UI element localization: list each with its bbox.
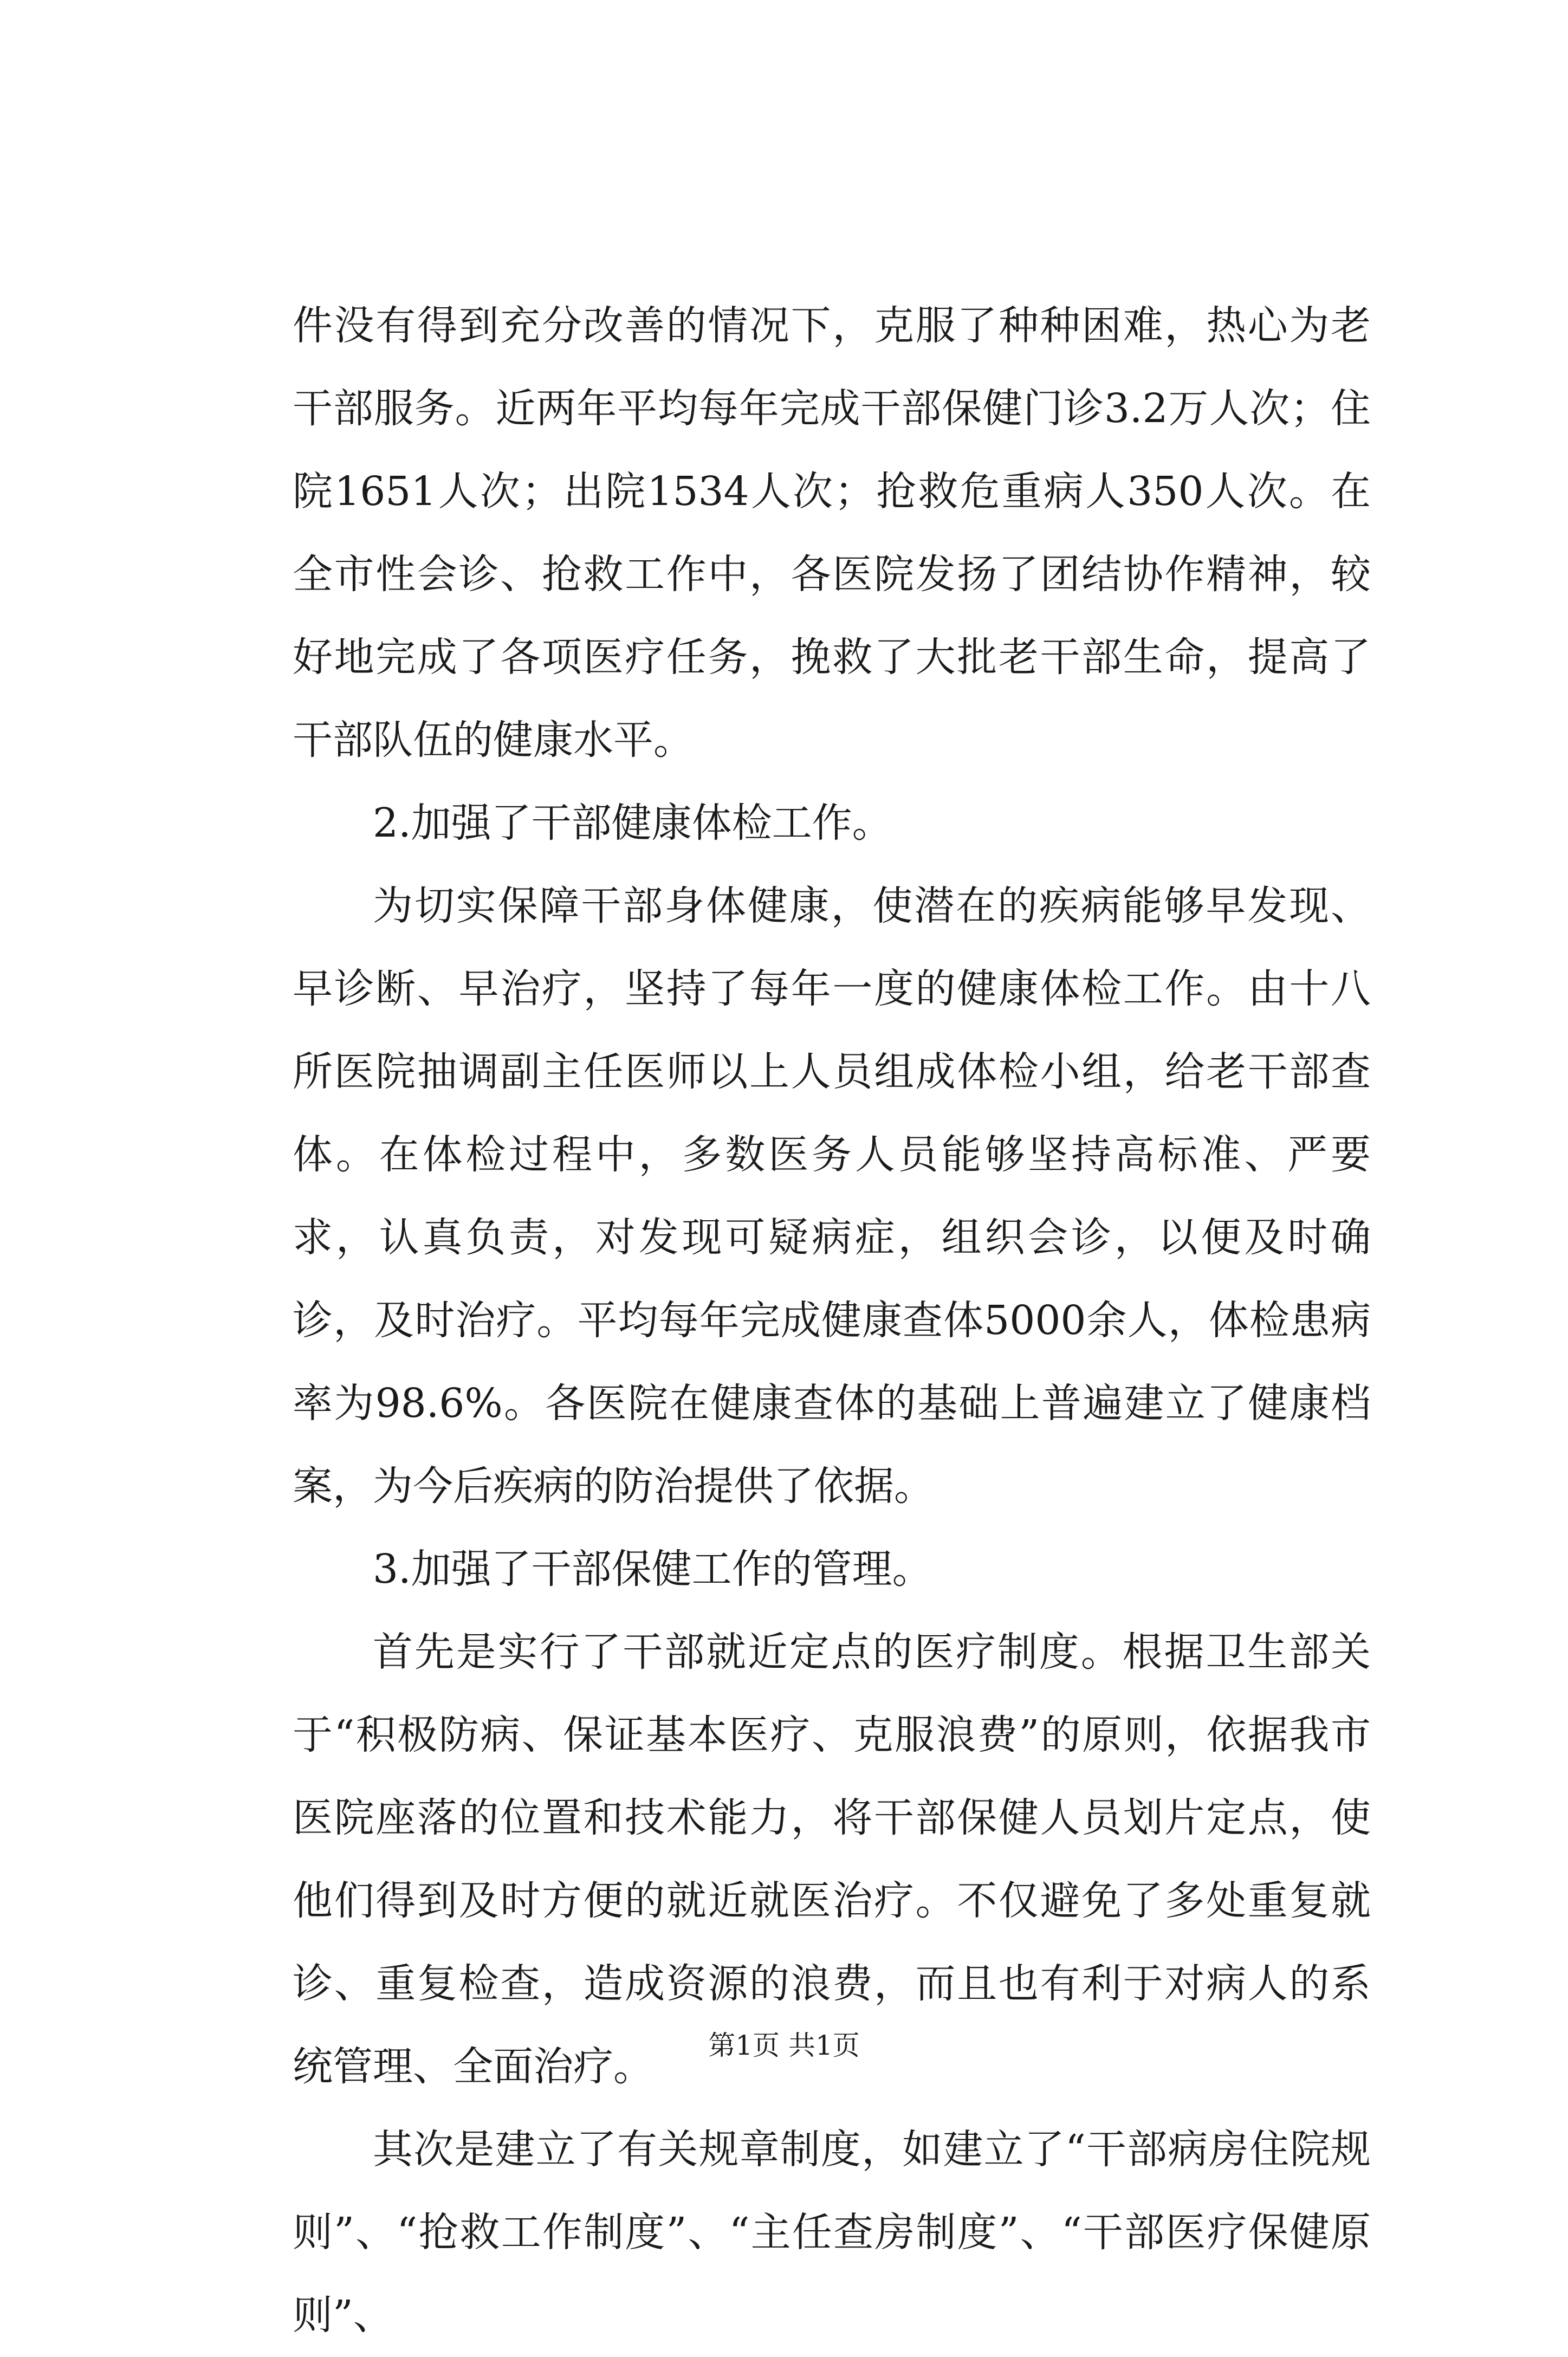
paragraph-designated-medical: 首先是实行了干部就近定点的医疗制度。根据卫生部关于“积极防病、保证基本医疗、克服浪费”的原则，依据我市医院座落的位置和技术能力，将干部保健人员划片定点，使他们得到及时方便的就近就医治疗。不仅避免了多处重复就诊、重复检查，造成资源的浪费，而且也有利于对病人的系统管理、全面治疗。 [293, 1629, 1371, 2090]
section-heading-3: 3.加强了干部保健工作的管理。 [373, 1546, 932, 1592]
page-footer: 第1页 共1页 [708, 2030, 860, 2061]
paragraph-regulations: 其次是建立了有关规章制度，如建立了“干部病房住院规则”、“抢救工作制度”、“主任查房制度”、“干部医疗保健原则”、 [293, 2126, 1371, 2339]
paragraph-health-checkup: 为切实保障干部身体健康，使潜在的疾病能够早发现、早诊断、早治疗，坚持了每年一度的健康体检工作。由十八所医院抽调副主任医师以上人员组成体检小组，给老干部查体。在体检过程中，多数医务人员能够坚持高标准、严要求，认真负责，对发现可疑病症，组织会诊，以便及时确诊，及时治疗。平均每年完成健康查体5000余人，体检患病率为98.6%。各医院在健康查体的基础上普遍建立了健康档案，为今后疾病的防治提供了依据。 [293, 883, 1371, 1510]
paragraph-continuation: 件没有得到充分改善的情况下，克服了种种困难，热心为老干部服务。近两年平均每年完成干部保健门诊3.2万人次；住院1651人次；出院1534人次；抢救危重病人350人次。在全市性会诊、抢救工作中，各医院发扬了团结协作精神，较好地完成了各项医疗任务，挽救了大批老干部生命，提高了干部队伍的健康水平。 [293, 302, 1371, 763]
section-heading-2: 2.加强了干部健康体检工作。 [373, 800, 892, 846]
